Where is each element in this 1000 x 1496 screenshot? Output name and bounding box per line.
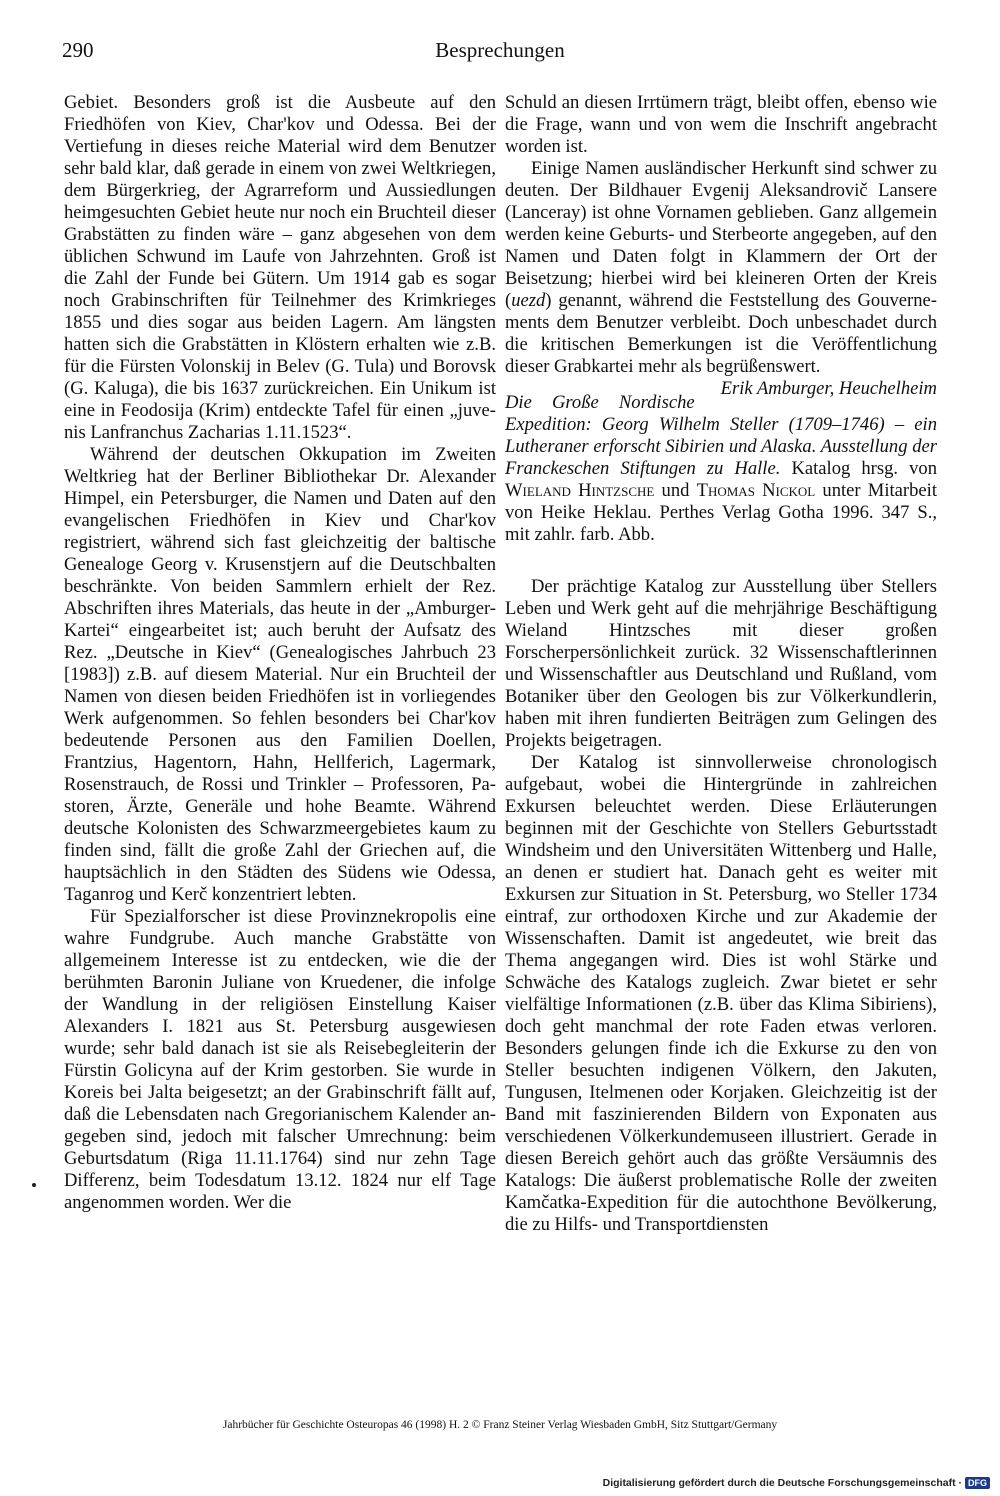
bib-text: und	[654, 480, 697, 501]
journal-footer: Jahrbücher für Geschichte Osteuropas 46 (1998) H. 2 © Franz Steiner Verlag Wiesbaden GmbH, Sitz Stuttgart/Germany	[222, 1419, 778, 1431]
paragraph	[505, 158, 937, 399]
dfg-credit-text: Digitalisierung gefördert durch die Deutsche Forschungsgemeinschaft ·	[602, 1477, 962, 1489]
page-header	[62, 38, 938, 74]
paragraph: Der prächtige Katalog zur Ausstellung über Stellers Leben und Werk geht auf die mehrjährige Beschäftigung Wieland Hintzsches mit dieser großen Forscherpersönlichkeit zurück. 32 Wissenschaftlerinnen und Wissenschaftler aus Deutschland und Rußland, vom Botaniker über den Geologen bis zur Völkerkundlerin, haben mit ihren fundierten Beiträgen zum Gelingen des Projekts beigetragen.	[505, 576, 937, 751]
paragraph-text: ) genannt, während die Feststellung des Gouvernements dem Benutzer verbleibt. Doch unbeschadet durch die kritischen Bemerkungen ist die Veröffentlichung dieser Grabkartei mehr als begrüßenswert.	[505, 290, 937, 377]
paragraph: Während der deutschen Okkupation im Zweiten Weltkrieg hat der Berliner Bibliothekar Dr. Alexander Himpel, ein Petersburger, die Namen und Daten auf den evangelischen Friedhöfen in Kiev und Char'kov registriert, während sich fast gleichzeitig der baltische Genealoge Georg v. Krusenstjern auf die Deutschbalten beschränkte. Von beiden Sammlern erhielt der Rez. Abschriften ihres Materials, das heute in der „Amburger-Kartei“ eingearbeitet ist; auch beruht der Aufsatz des Rez. „Deutsche in Kiev“ (Genealogisches Jahrbuch 23 [1983]) z.B. auf diesem Material. Nur ein Bruchteil der Namen von diesen beiden Friedhöfen ist in vorliegendes Werk aufgenommen. So fehlen besonders bei Char'kov bedeutende Personen aus den Familien Doellen, Frantzius, Hagentorn, Hahn, Hellferich, Lagermark, Rosenstrauch, de Rossi und Trinkler – Professoren, Pastoren, Ärzte, Generäle und hohe Beamte. Während deutsche Kolonisten des Schwarzmeergebietes kaum zu finden sind, fällt die große Zahl der Griechen auf, die hauptsächlich in den Städten des Südens wie Odessa, Taganrog und Kerč konzentriert lebten.	[64, 444, 496, 905]
editor-name: Wieland Hintzsche	[505, 480, 655, 501]
review-heading	[505, 392, 937, 546]
bib-text: unter Mitarbeit von Heike Heklau. Perthes Verlag Gotha 1996. 347 S., mit zahlr. farb. Abb.	[505, 480, 937, 545]
editor-name: Thomas Nickol	[696, 480, 816, 501]
scan-speck	[32, 1183, 36, 1187]
right-column	[505, 92, 937, 1236]
running-head: Besprechungen	[435, 38, 565, 62]
dfg-logo: DFG	[965, 1477, 990, 1489]
paragraph: Schuld an diesen Irrtümern trägt, bleibt offen, ebenso wie die Frage, wann und von wem die Inschrift angebracht worden ist.	[505, 92, 937, 157]
paragraph-text: Einige Namen ausländischer Herkunft sind schwer zu deuten. Der Bildhauer Evgenij Aleksandrovič Lansere (Lanceray) ist ohne Vornamen geblieben. Ganz allgemein werden keine Geburts- und Sterbeorte angegeben, auf den Namen und Daten folgt in Klammern der Ort der Beisetzung; hierbei wird bei kleineren Orten der Kreis (	[505, 158, 937, 311]
dfg-credit	[603, 1477, 990, 1489]
review-signature: Erik Amburger, Heuchelheim	[720, 378, 937, 399]
left-column	[64, 92, 496, 1214]
paragraph: Gebiet. Besonders groß ist die Ausbeute auf den Friedhöfen von Kiev, Char'kov und Odessa. Bei der Vertiefung in dieses reiche Material wird dem Benutzer sehr bald klar, daß gerade in einem von zwei Weltkriegen, dem Bürgerkrieg, der Agrarreform und Aussiedlungen heimgesuchten Gebiet heute nur noch ein Bruchteil dieser Grabstätten zu finden wäre – ganz abgesehen von dem üblichen Schwund im Laufe von Jahrzehnten. Groß ist die Zahl der Funde bei Gütern. Um 1914 gab es sogar noch Grabinschriften für Teilnehmer des Krimkrieges 1855 und dies sogar aus beiden Lagern. Am längsten hatten sich die Grabstätten in Klöstern erhalten wie z.B. für die Fürsten Volonskij in Belev (G. Tula) und Borovsk (G. Kaluga), die bis 1637 zurückreichen. Ein Unikum ist eine in Feodosija (Krim) entdeckte Tafel für einen „juvenis Lanfranchus Zacharias 1.11.1523“.	[64, 92, 496, 443]
review-title: Die Große Nordische Expedition: Georg Wilhelm Steller (1709–1746) – ein Lutheraner erforscht Sibirien und Alaska. Ausstellung der Franckeschen Stiftungen zu Halle.	[505, 392, 937, 479]
page-number: 290	[62, 38, 94, 62]
bib-text: Katalog hrsg. von	[780, 458, 937, 479]
paragraph: Für Spezialforscher ist diese Provinznekropolis eine wahre Fundgrube. Auch manche Grabstätte von allgemeinem Interesse ist zu entdecken, wie die der berühmten Baronin Juliane von Kruedener, die infolge der Wandlung in der religiösen Einstellung Kaiser Alexanders I. 1821 aus St. Petersburg ausgewiesen wurde; sehr bald danach ist sie als Reisebegleiterin der Fürstin Golicyna auf der Krim gestorben. Sie wurde in Koreis bei Jalta beigesetzt; an der Grabinschrift fällt auf, daß die Lebensdaten nach Gregorianischem Kalender angegeben sind, jedoch mit falscher Umrechnung: beim Geburtsdatum (Riga 11.11.1764) sind nur zehn Tage Differenz, beim Todesdatum 13.12. 1824 nur elf Tage angenommen worden. Wer die	[64, 906, 496, 1213]
italic-term: uezd	[511, 290, 546, 311]
paragraph: Der Katalog ist sinnvollerweise chronologisch aufgebaut, wobei die Hintergründe in zahlreichen Exkursen beleuchtet werden. Diese Erläuterungen beginnen mit der Geschichte von Stellers Geburtsstadt Windsheim und den Universitäten Wittenberg und Halle, an denen er studiert hat. Danach geht es weiter mit Exkursen zur Situation in St. Petersburg, wo Steller 1734 eintraf, zur orthodoxen Kirche und zur Akademie der Wissenschaften. Damit ist angedeutet, wie breit das Thema angegangen wird. Dies ist wohl Stärke und Schwäche des Katalogs zugleich. Zwar bietet er sehr vielfältige Informationen (z.B. über das Klima Sibiriens), doch geht manchmal der rote Faden etwas verloren. Besonders gelungen finde ich die Exkurse zu den von Steller besuchten indigenen Völkern, den Jakuten, Tungusen, Itelmenen oder Korjaken. Gleichzeitig ist der Band mit faszinierenden Bildern von Exponaten aus verschiedenen Völkerkundemuseen illustriert. Gerade in diesen Bereich gehört auch das größte Versäumnis des Katalogs: Die äußerst problematische Rolle der zweiten Kamčatka-Expedition für die autochthone Bevölkerung, die zu Hilfs- und Transportdiensten	[505, 752, 937, 1235]
